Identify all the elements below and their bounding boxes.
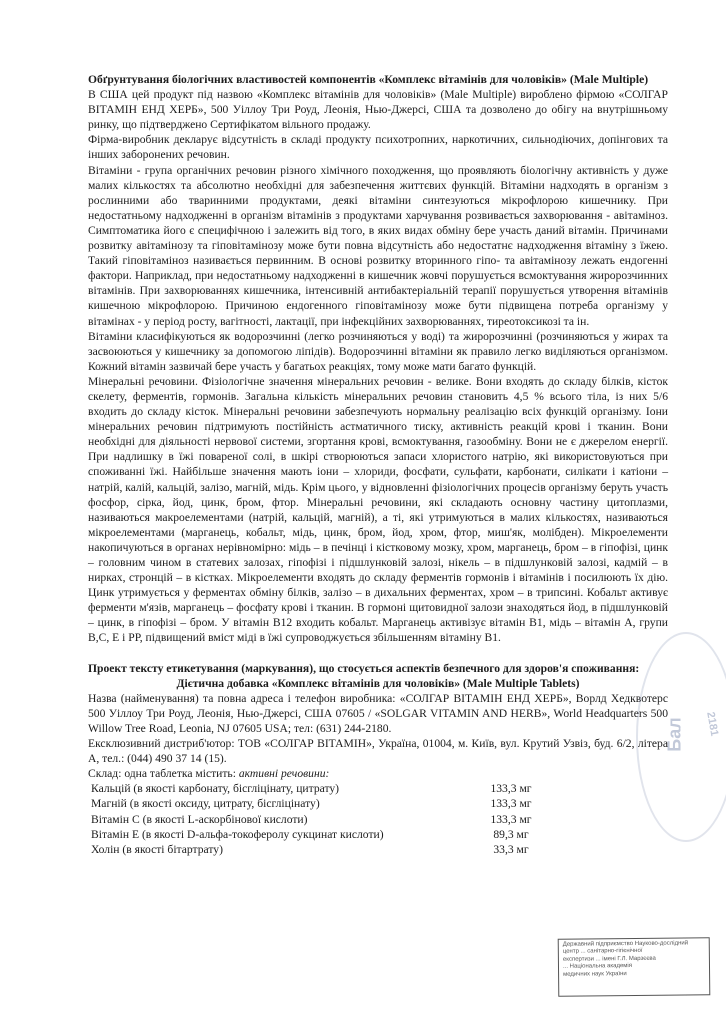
distributor-info: Ексклюзивний дистриб'ютор: ТОВ «СОЛГАР ВІТАМІН», Україна, 01004, м. Київ, вул. Крутий Узвіз, буд. 6/2, літера А, тел.: (044) 490 37 14 (15). [88, 737, 668, 766]
stamp-line: ... Національна академія [562, 963, 633, 970]
section-heading: Обґрунтування біологічних властивостей компонентів «Комплекс вітамінів для чоловіків» (Male Multiple) [88, 73, 649, 86]
active-label: активні речовини: [238, 767, 330, 781]
list-item [88, 842, 668, 857]
composition-label: Склад: одна таблетка містить: [88, 767, 236, 781]
vitamins-paragraph-1: Вітаміни - група органічних речовин різного хімічного походження, що проявляють біологічну активність у дуже малих кількостях та абсолютно необхідні для забезпечення життєвих функцій. Вітаміни надходять в організм з рослинними або тваринними продуктами, деякі вітаміни синтезуються мікрофлорою кишечнику. При недостатньому надходженні в організм вітамінів з продуктами харчування розвивається захворювання - авітаміноз. Симптоматика його є специфічною і залежить від того, в яких видах обміну бере участь даний вітамін. Причинами розвитку авітамінозу та гіповітамінозу може бути повна відсутність або недостатнє надходження вітаміну з їжею. Такий гіповітаміноз називається первинним. В основі розвитку вторинного гіпо- та авітамінозу лежать ендогенні фактори. Наприклад, при недостатньому надходженні в кишечник жовчі порушується всмоктування жиророзчинних вітамінів. При захворюваннях кишечника, інтенсивній антибактеріальній терапії порушується утворення вітамінів кишечною мікрофлорою. Причиною ендогенного гіповітамінозу може бути підвищена потреба організму у вітамінах - у період росту, вагітності, лактації, при інфекційних захворюваннях, тиреотоксикозі та ін. [88, 163, 668, 328]
list-item [88, 781, 668, 796]
vitamins-paragraph-2: Вітаміни класифікуються як водорозчинні (легко розчиняються у воді) та жиророзчинні (розчиняються у жирах та засвоюються у кишечнику за допомогою ліпідів). Водорозчинні вітаміни як правило легко виділяються організмом. Кожний вітамін зазвичай бере участь у багатьох реакціях, тому може мати багато функцій. [88, 329, 668, 373]
ingredient-amount: 33,3 мг [493, 842, 529, 856]
ingredients-list [88, 781, 668, 856]
intro-paragraph-1: В США цей продукт під назвою «Комплекс вітамінів для чоловіків» (Male Multiple) вироблено фірмою «СОЛГАР ВІТАМІН ЕНД ХЕРБ», 500 Уіллоу Три Роуд, Леонія, Нью-Джерсі, США та дозволено до обігу на внутрішньому ринку, що підтверджено Сертифікатом вільного продажу. [88, 88, 668, 132]
list-item [88, 812, 668, 827]
ingredient-name: Вітамін Е (в якості D-альфа-токоферолу сукцинат кислоти) [91, 827, 384, 841]
product-title: Дієтична добавка «Комплекс вітамінів для чоловіків» (Male Multiple Tablets) [176, 676, 580, 690]
minerals-paragraph: Мінеральні речовини. Фізіологічне значення мінеральних речовин - велике. Вони входять до складу білків, кісток скелету, ферментів, гормонів. Загальна кількість мінеральних речовин становить 4,5 % всього тіла, із них 5/6 входить до складу кісток. Мінеральні речовини забезпечують нормальну реалізацію всіх функцій організму. Іони мінеральних речовин підтримують постійність астматичного тиску, активність реакцій крові і тканин. Вони необхідні для діяльності нервової системи, згортання крові, всмоктування, газообміну. Вони не є джерелом енергії. При надлишку в їжі повареної солі, в шкірі створюються запаси хлористого натрію, які використовуються при споживанні їжі. Найбільше значення мають іони – хлориди, фосфати, сульфати, карбонати, силікати і катіони – натрій, калій, кальцій, залізо, магній, мідь. Крім цього, у відновленні фізіологічних процесів організму беруть участь фосфор, сірка, йод, цинк, бром, фтор. Мінеральні речовини, які складають основну частину цитоплазми, називаються макроелементами (натрій, кальцій, магній), а ті, які утримуються в малих кількостях, називаються мікроелементами (марганець, кобальт, мідь, цинк, бром, йод, хром, фтор, миш'як, молібден). Мікроелементи накопичуються в органах нерівномірно: мідь – в печінці і кістковому мозку, хром, марганець, бром – в гіпофізі, цинк – головним чином в статевих залозах, гіпофізі і підшлунковій залозі, нікель – в підшлунковій залозі, кадмій – в нирках, стронцій – в кістках. Мікроелементи входять до складу ферментів гормонів і вітамінів і посилюють їх дію. Цинк утримується у ферментах обміну білків, залізо – в дихальних ферментах, хром – в трипсині. Кобальт активує ферменти м'язів, марганець – фосфату крові і тканин. В гормоні щитовидної залози знаходяться йод, в підшлунковій – цинк, в гіпофізі – бром. У вітамін В12 входить кобальт. Марганець активізує вітамін В1, мідь – вітамін А, групи В,С, Е і РР, підвищений вміст міді в їжі супроводжується збільшенням вітаміну В1. [88, 374, 668, 645]
round-stamp-number: 2181 [704, 710, 721, 738]
composition-line [88, 766, 668, 781]
document-page [88, 72, 668, 857]
intro-paragraph-2: Фірма-виробник декларує відсутність в складі продукту психотропних, наркотичних, сильнодіючих, допінгових та інших заборонених речовин. [88, 133, 668, 162]
stamp-line: експертизи ... імені Г.Л. Марзєєва [562, 955, 656, 963]
ingredient-amount: 89,3 мг [493, 827, 529, 841]
ingredient-amount: 133,3 мг [490, 812, 532, 826]
round-stamp-text: Бал [664, 717, 685, 752]
ingredient-amount: 133,3 мг [490, 782, 532, 796]
ingredient-name: Магній (в якості оксиду, цитрату, бісгліцінату) [91, 797, 320, 811]
labeling-heading: Проект тексту етикетування (маркування), що стосується аспектів безпечного для здоров'я споживання: [88, 661, 640, 675]
ingredient-name: Вітамін С (в якості L-аскорбінової кислоти) [91, 812, 308, 826]
stamp-line: центр ... санітарно-гігієнічної [562, 948, 643, 956]
ingredient-name: Кальцій (в якості карбонату, бісгліцінату, цитрату) [91, 782, 340, 796]
list-item [88, 796, 668, 811]
manufacturer-info: Назва (найменування) та повна адреса і телефон виробника: «СОЛГАР ВІТАМІН ЕНД ХЕРБ», Ворлд Хедквотерс 500 Уіллоу Три Роуд, Леонія, Нью-Джерсі, США 07605 / «SOLGAR VITAMIN AND HERB», World Headquarters 500 Willow Tree Road, Leonia, NJ 07605 USA; тел: (631) 244-2180. [88, 691, 668, 735]
stamp-line: медичних наук України [563, 970, 627, 978]
ingredient-name: Холін (в якості бітартрату) [91, 842, 223, 856]
stamp-line: Державний підприємство Науково-дослідний [562, 940, 689, 948]
round-stamp [636, 632, 726, 842]
ingredient-amount: 133,3 мг [490, 797, 532, 811]
approval-stamp [558, 937, 711, 997]
list-item [88, 827, 668, 842]
